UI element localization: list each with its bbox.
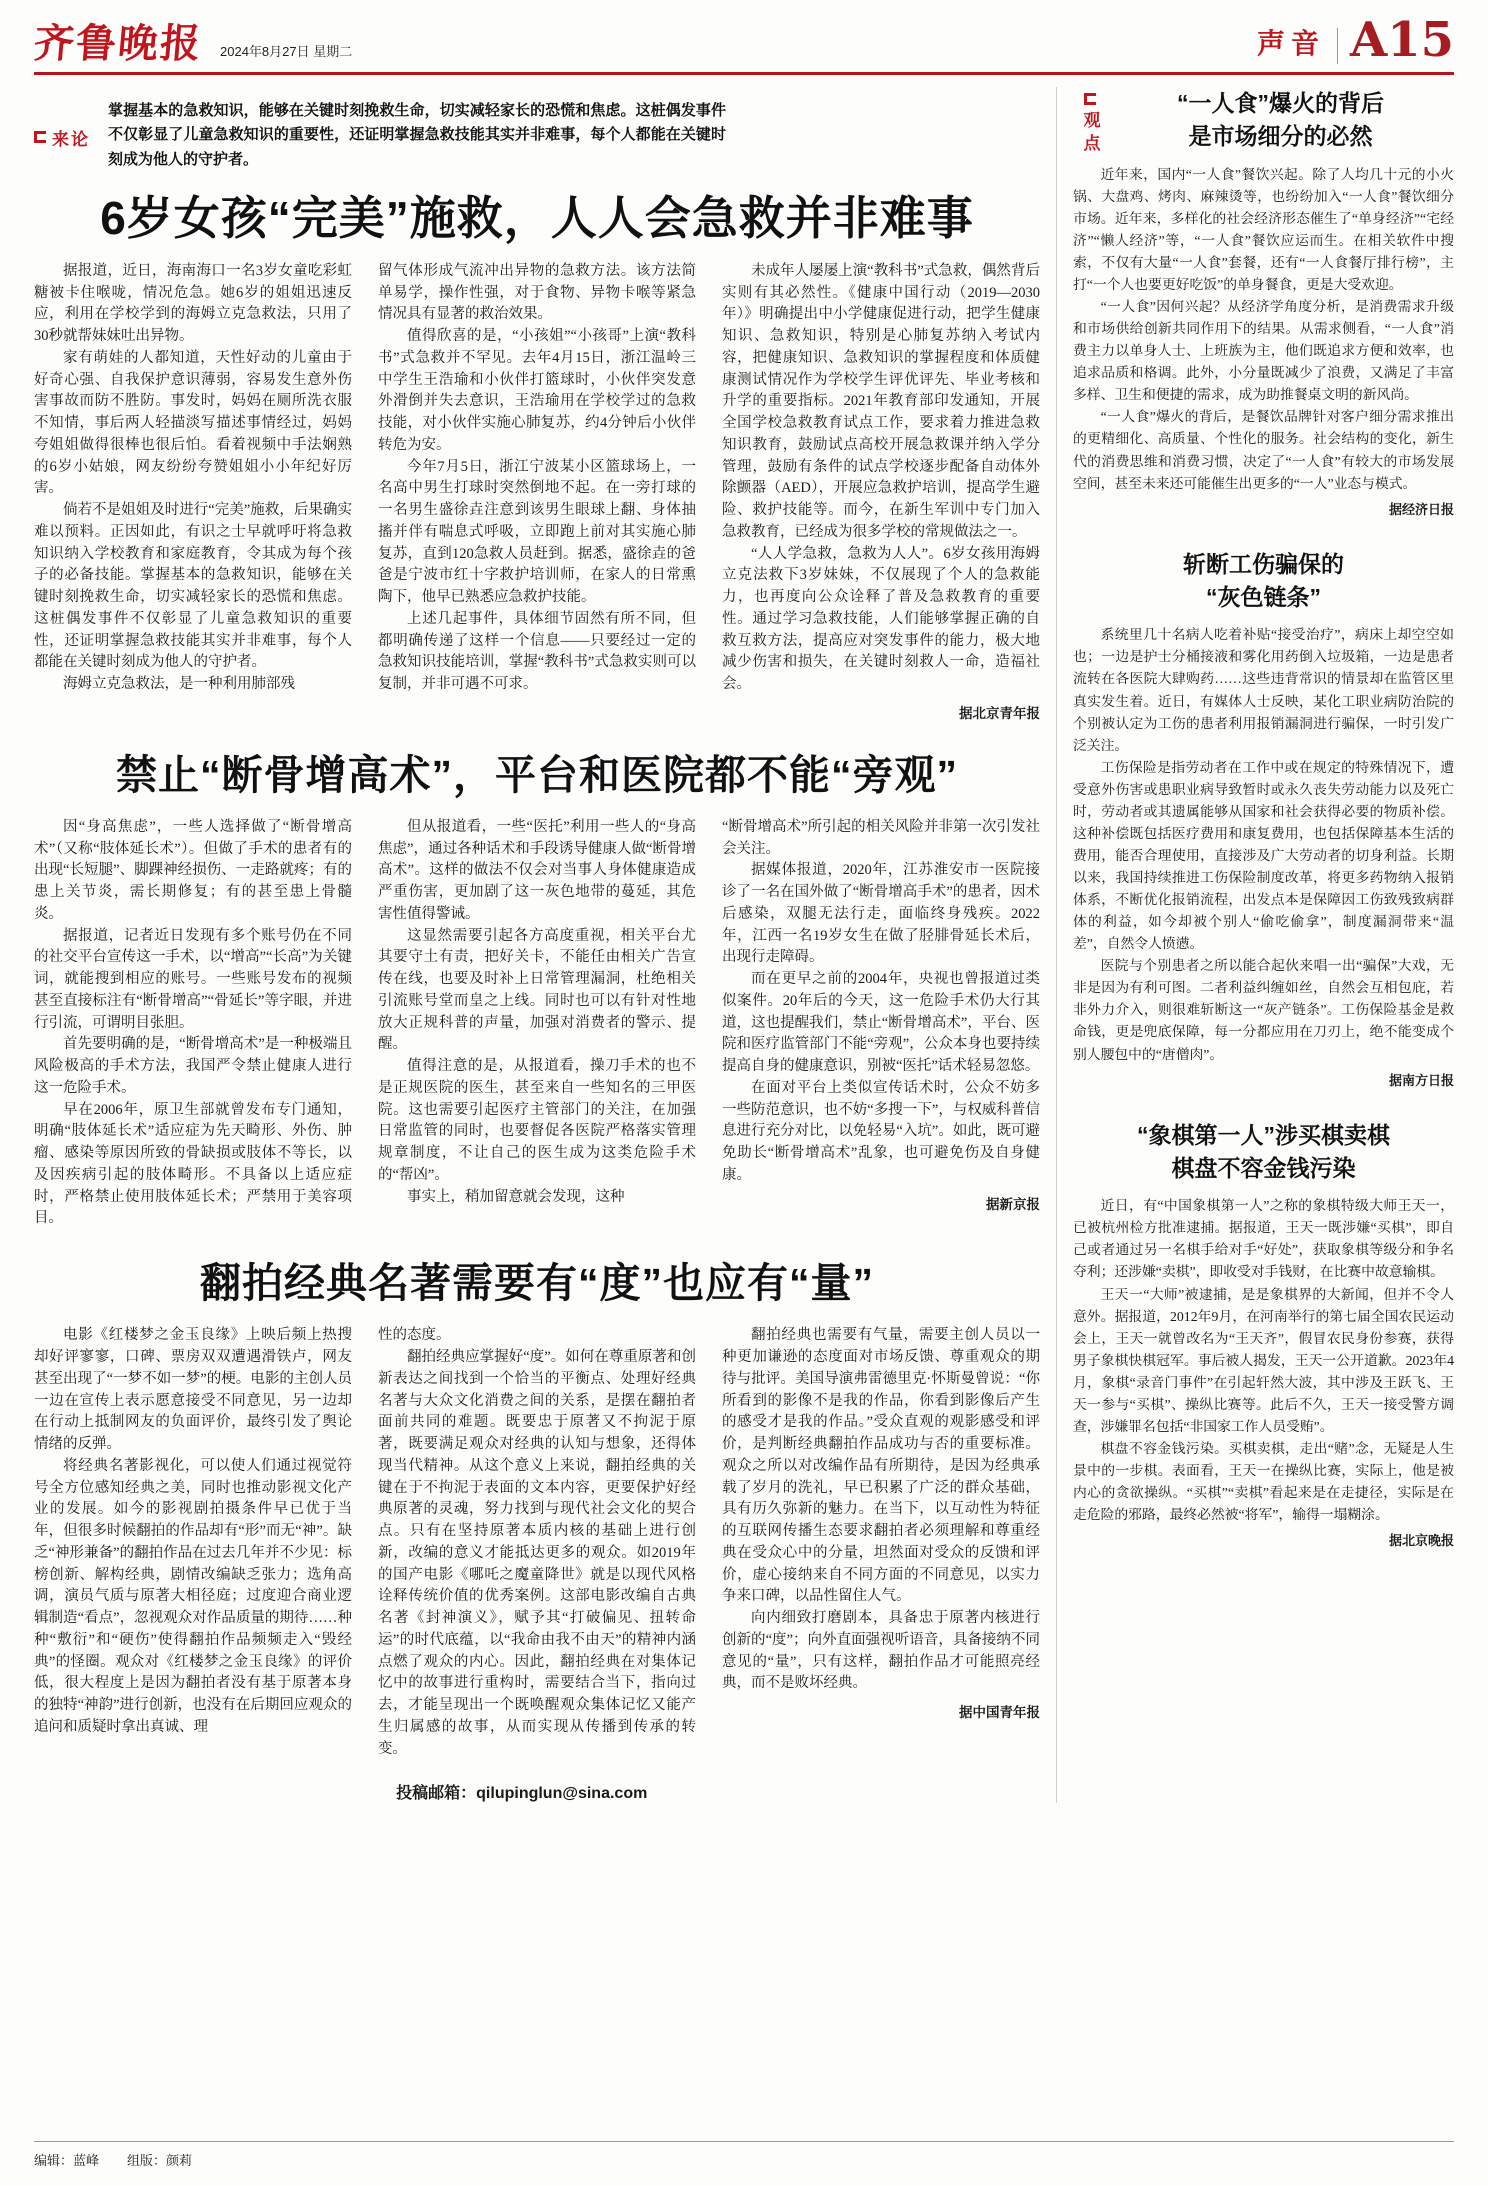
article-paragraph: 在面对平台上类似宣传话术时，公众不妨多一些防范意识，也不妨“多搜一下”，与权威科普信息进行充分对比，以免轻易“入坑”。如此，既可避免助长“断骨增高术”乱象，也可避免伤及自身健康。	[722, 1079, 1040, 1183]
article-paragraph: 翻拍经典应掌握好“度”。如何在尊重原著和创新表达之间找到一个恰当的平衡点、处理好经典名著与大众文化消费之间的关系，是摆在翻拍者面前共同的难题。既要忠于原著又不拘泥于原著，既要满足观众对经典的认知与想象，还得体现当代精神。从这个意义上来说，翻拍经典的关键在于不拘泥于表面的文本内容，更要保护好经典原著的灵魂，努力找到与现代社会文化的契合点。只有在坚持原著本质内核的基础上进行创新，改编的意义才能抵达更多的观众。如2019年的国产电影《哪吒之魔童降世》就是以现代风格诠释传统价值的优秀案例。这部电影改编自古典名著《封神演义》，赋予其“打破偏见、扭转命运”的时代底蕴，以“我命由我不由天”的精神内涵点燃了观众的内心。因此，翻拍经典在对集体记忆中的故事进行重构时，需要结合当下，指向过去，才能呈现出一个既唤醒观众集体记忆又能产生归属感的故事，从而实现从传播到传承的转变。	[378, 1349, 696, 1757]
source-attribution: 据中国青年报	[959, 1705, 1040, 1721]
article-column	[378, 817, 696, 1230]
article-headline: 翻拍经典名著需要有“度”也应有“量”	[200, 1260, 874, 1307]
article-paragraph: 近年来，国内“一人食”餐饮兴起。除了人均几十元的小火锅、大盘鸡、烤肉、麻辣烫等，也纷纷加入“一人食”餐饮细分市场。近年来，多样化的社会经济形态催生了“单身经济”“宅经济”“懒人经济”等，“一人食”餐饮应运而生。在相关软件中搜索，不仅有大量“一人食”套餐，还有“一人食餐厅排行榜”，主打“一个人也要更好吃饭”的单身餐食，更是大受欢迎。	[1073, 166, 1454, 292]
opinion-item	[1073, 548, 1454, 1089]
article-paragraph: 王天一“大师”被逮捕，是是象棋界的大新闻，但并不令人意外。据报道，2012年9月，在河南举行的第七届全国农民运动会上，王天一就曾改名为“王天齐”，假冒农民身份参赛，获得男子象棋快棋冠军。事后被人揭发，王天一公开道歉。2023年4月，象棋“录音门事件”在引起轩然大波，其中涉及王跃飞、王天一参与“买棋”、操纵比赛等。此后不久，王天一接受警方调查，涉嫌罪名包括“非国家工作人员受贿”。	[1073, 1286, 1454, 1434]
source-attribution: 据北京青年报	[959, 705, 1040, 721]
guandian-marker-icon	[1084, 93, 1096, 105]
article-paragraph: 今年7月5日，浙江宁波某小区篮球场上，一名高中男生打球时突然倒地不起。在一旁打球的一名男生盛徐垚注意到该男生眼球上翻、身体抽搐并伴有喘息式呼吸，立即跑上前对其实施心肺复苏，直到120急救人员赶到。据悉，盛徐垚的爸爸是宁波市红十字救护培训师，在家人的日常熏陶下，他早已熟悉应急救护技能。	[378, 458, 696, 606]
article-column	[722, 817, 1040, 1230]
article-paragraph: 早在2006年，原卫生部就曾发布专门通知，明确“肢体延长术”适应症为先天畸形、外伤、肿瘤、感染等原因所致的骨缺损或肢体不等长，以及因疾病引起的肢体畸形。不具备以上适应症时，严格禁止使用肢体延长术；严禁用于美容项目。	[34, 1101, 352, 1227]
section-name: 声音	[1256, 28, 1325, 59]
article-column	[378, 1325, 696, 1760]
article-paragraph: 首先要明确的是，“断骨增高术”是一种极端且风险极高的手术方法，我国严令禁止健康人进行这一危险手术。	[34, 1036, 352, 1096]
article-paragraph: 上述几起事件，具体细节固然有所不同，但都明确传递了这样一个信息——只要经过一定的急救知识技能培训，掌握“教科书”式急救实则可以复制，并非可遇不可求。	[378, 610, 696, 693]
article-paragraph: 近日，有“中国象棋第一人”之称的象棋特级大师王天一，已被杭州检方批准逮捕。据报道，王天一既涉嫌“买棋”，即自己或者通过另一名棋手给对手“好处”，获取象棋等级分和争名夺利；还涉嫌“卖棋”，即收受对手钱财，在比赛中故意输棋。	[1073, 1198, 1454, 1280]
guandian-label: 观点	[1080, 111, 1100, 157]
article-paragraph: 医院与个别患者之所以能合起伙来唱一出“骗保”大戏，无非是因为有利可图。二者利益纠缠如丝，自然会互相包庇，若非外力介入，则很难斩断这一“灰产链条”。工伤保险基金是救命钱，更是兜底保障，每一分都应用在刀刃上，绝不能变成个别人腰包中的“唐僧肉”。	[1073, 958, 1454, 1062]
source-attribution: 据南方日报	[1388, 1072, 1454, 1088]
source-attribution: 据经济日报	[1388, 501, 1454, 517]
page-footer	[34, 2141, 1454, 2169]
opinion-item	[1073, 1119, 1454, 1550]
article-paragraph: 向内细致打磨剧本，具备忠于原著内核进行创新的“度”；向外直面强视听语音，具备接纳不同意见的“量”，只有这样，翻拍作品才可能照亮经典，而不是败坏经典。	[722, 1610, 1040, 1692]
masthead-divider	[1337, 28, 1338, 64]
article-column	[722, 261, 1040, 722]
article-paragraph: “人人学急救，急救为人人”。6岁女孩用海姆立克法救下3岁妹妹，不仅展现了个人的急救能力，也再度向公众诠释了普及急救教育的重要性。通过学习急救技能，人们能够掌握正确的自救互救方法，提高应对突发事件的能力，极大地减少伤害和损失，在关键时刻救人一命，造福社会。	[722, 545, 1040, 693]
opinion-title: “一人食”爆火的背后 是市场细分的必然	[1177, 90, 1384, 150]
article-paragraph: 留气体形成气流冲出异物的急救方法。该方法简单易学，操作性强，对于食物、异物卡喉等紧急情况具有显著的救治效果。	[378, 262, 696, 323]
article-paragraph: 棋盘不容金钱污染。买棋卖棋，走出“赌”念，无疑是人生景中的一步棋。表面看，王天一在操纵比赛，实际上，他是被内心的贪欲操纵。“买棋”“卖棋”看起来是在走捷径，实际是在走危险的邪路，最终必然被“将军”，输得一塌糊涂。	[1073, 1440, 1454, 1523]
opinion-body	[1073, 624, 1454, 1088]
article-paragraph: 值得欣喜的是，“小孩姐”“小孩哥”上演“教科书”式急救并不罕见。去年4月15日，浙江温岭三中学生王浩瑜和小伙伴打篮球时，小伙伴突发意外滑倒并失去意识，王浩瑜用在学校学过的急救技能，对小伙伴实施心肺复苏，约4分钟后小伙伴转危为安。	[378, 328, 696, 453]
article-first-aid	[34, 192, 1040, 722]
article-paragraph: 据媒体报道，2020年，江苏淮安市一医院接诊了一名在国外做了“断骨增高手术”的患者，因术后感染，双腿无法行走，面临终身残疾。2022年，江西一名19岁女生在做了胫腓骨延长术后，出现行走障碍。	[722, 862, 1040, 966]
publication-date: 2024年8月27日 星期二	[220, 44, 353, 59]
page-number: A15	[1349, 12, 1454, 68]
main-column	[34, 87, 1056, 1803]
article-paragraph: 据报道，近日，海南海口一名3岁女童吃彩虹糖被卡住喉咙，情况危急。她6岁的姐姐迅速反应，利用在学校学到的海姆立克急救法，只用了30秒就帮妹妹吐出异物。	[34, 262, 352, 345]
article-paragraph: 倘若不是姐姐及时进行“完美”施救，后果确实难以预料。正因如此，有识之士早就呼吁将急救知识纳入学校教育和家庭教育，令其成为每个孩子的必备技能。掌握基本的急救知识，能够在关键时刻挽救生命，切实减轻家长的恐慌和焦虑。这桩偶发事件不仅彰显了儿童急救知识的重要性，还证明掌握急救技能其实并非难事，每个人都能在关键时刻成为他人的守护者。	[34, 502, 352, 671]
paper-logo: 齐鲁晚报	[31, 20, 205, 67]
opinion-title: 斩断工伤骗保的 “灰色链条”	[1183, 550, 1344, 610]
lailun-marker-icon	[34, 131, 46, 143]
article-paragraph: 但从报道看，一些“医托”利用一些人的“身高焦虑”，通过各种话术和手段诱导健康人做“断骨增高术”。这样的做法不仅会对当事人身体健康造成严重伤害，更加剧了这一灰色地带的蔓延，其危害性值得警诫。	[378, 818, 696, 922]
article-paragraph: “断骨增高术”所引起的相关风险并非第一次引发社会关注。	[722, 818, 1040, 857]
article-paragraph: “一人食”因何兴起？从经济学角度分析，是消费需求升级和市场供给创新共同作用下的结果。从需求侧看，“一人食”消费主力以单身人士、上班族为主，他们既追求方便和效率，也追求品质和格调。此外，小分量既减少了浪费，又满足了丰富多样、卫生和便捷的需求，成为助推餐桌文明的新风尚。	[1073, 299, 1454, 403]
source-attribution: 据新京报	[986, 1196, 1040, 1212]
article-remake-classics	[34, 1260, 1040, 1803]
article-paragraph: 据报道，记者近日发现有多个账号仍在不同的社交平台宣传这一手术，以“增高”“长高”为关键词，就能搜到相应的账号。一些账号发布的视频甚至直接标注有“断骨增高”“骨延长”等字眼，并进行引流，可谓明目张胆。	[34, 927, 352, 1031]
article-headline: 禁止“断骨增高术”，平台和医院都不能“旁观”	[116, 751, 958, 798]
article-paragraph: 系统里几十名病人吃着补贴“接受治疗”，病床上却空空如也；一边是护士分桶接液和雾化用药倒入垃圾箱，一边是患者流转在各医院大肆购药……这些违背常识的情景却在监管区里真实发生着。近日，有媒体人士反映，某化工职业病防治院的个别被认定为工伤的患者利用报销漏洞进行骗保，一时引发广泛关注。	[1073, 627, 1454, 753]
article-paragraph: “一人食”爆火的背后，是餐饮品牌针对客户细分需求推出的更精细化、高质量、个性化的服务。社会结构的变化，新生代的消费思维和消费习惯，决定了“一人食”有较大的市场发展空间，甚至未来还可能催生出更多的“一人”业态与模式。	[1073, 409, 1454, 491]
lailun-block	[34, 99, 1040, 172]
article-column	[378, 261, 696, 722]
editor-credit: 编辑：蓝峰	[34, 2153, 100, 2168]
article-paragraph: 翻拍经典也需要有气量，需要主创人员以一种更加谦逊的态度面对市场反馈、尊重观众的期待与批评。美国导演弗雷德里克·怀斯曼曾说：“你所看到的影像不是我的作品，你看到影像后产生的感受才是我的作品。”受众直观的观影感受和评价，是判断经典翻拍作品成功与否的重要标准。观众之所以对改编作品有所期待，是因为经典承载了岁月的洗礼，早已积累了广泛的群众基础，具有历久弥新的魅力。在当下，以互动性为特征的互联网传播生态要求翻拍者必须理解和尊重经典在受众心中的分量，坦然面对受众的反馈和评价，虚心接纳来自不同方面的不同意见，以实力争来口碑，以品性留住人气。	[722, 1327, 1040, 1605]
layout-credit: 组版：颜莉	[127, 2153, 193, 2168]
submission-email: 投稿邮箱：qilupinglun@sina.com	[396, 1785, 648, 1803]
opinion-body	[1073, 1195, 1454, 1549]
article-paragraph: 电影《红楼梦之金玉良缘》上映后频上热搜却好评寥寥，口碑、票房双双遭遇滑铁卢，网友甚至出现了“一梦不如一梦”的梗。电影的主创人员一边在宣传上表示愿意接受不同意见，另一边却在行动上抵制网友的负面评价，最终引发了舆论情绪的反弹。	[34, 1327, 352, 1453]
masthead-rule	[34, 72, 1454, 75]
article-paragraph: 而在更早之前的2004年，央视也曾报道过类似案件。20年后的今天，这一危险手术仍大行其道，这也提醒我们，禁止“断骨增高术”，平台、医院和医疗监管部门不能“旁观”，公众本身也要持续提高自身的健康意识，别被“医托”话术轻易忽悠。	[722, 971, 1040, 1075]
opinion-column	[1056, 87, 1454, 1803]
article-headline: 6岁女孩“完美”施救，人人会急救并非难事	[100, 191, 974, 244]
article-paragraph: 事实上，稍加留意就会发现，这种	[407, 1188, 625, 1205]
article-paragraph: 家有萌娃的人都知道，天性好动的儿童由于好奇心强、自我保护意识薄弱，容易发生意外伤害事故而防不胜防。事发时，妈妈在厕所洗衣服不知情，事后两人轻描淡写描述事情经过，妈妈夸姐姐做得很棒也很后怕。看着视频中手法娴熟的6岁小姑娘，网友纷纷夸赞姐姐小小年纪好厉害。	[34, 349, 352, 497]
guandian-marker	[1073, 87, 1107, 164]
article-column	[34, 1325, 352, 1760]
lailun-label: 来论	[52, 129, 90, 149]
lead-paragraph: 掌握基本的急救知识，能够在关键时刻挽救生命，切实减轻家长的恐慌和焦虑。这桩偶发事件不仅彰显了儿童急救知识的重要性，还证明掌握急救技能其实并非难事，每个人都能在关键时刻成为他人的守护者。	[108, 102, 726, 168]
article-column	[722, 1325, 1040, 1760]
article-paragraph: 工伤保险是指劳动者在工作中或在规定的特殊情况下，遭受意外伤害或患职业病导致暂时或永久丧失劳动能力以及死亡时，劳动者或其遗属能够从国家和社会获得必要的物质补偿。这种补偿既包括医疗费用和康复费用，也包括保障基本生活的费用，能否合理使用，直接涉及广大劳动者的切身利益。长期以来，我国持续推进工伤保险制度改革，将更多药物纳入报销体系，不断优化报销流程，出发点本是保障因工伤致残致病群体的利益，如今却被个别人“偷吃偷拿”，制度漏洞带来“温差”，自然令人愤懑。	[1073, 759, 1454, 952]
masthead	[31, 0, 1454, 68]
article-paragraph: 值得注意的是，从报道看，操刀手术的也不是正规医院的医生，甚至来自一些知名的三甲医院。这也需要引起医疗主管部门的关注，在加强日常监管的同时，也要督促各医院严格落实管理规章制度，不让自己的医生成为这类危险手术的“帮凶”。	[378, 1058, 696, 1183]
article-paragraph: 性的态度。	[378, 1327, 451, 1344]
opinion-title: “象棋第一人”涉买棋卖棋 棋盘不容金钱污染	[1137, 1121, 1390, 1181]
article-paragraph: 海姆立克急救法，是一种利用肺部残	[63, 676, 295, 693]
article-paragraph: 将经典名著影视化，可以使人们通过视觉符号全方位感知经典之美，同时也推动影视文化产业的发展。如今的影视剧拍摄条件早已优于当年，但很多时候翻拍的作品却有“形”而无“神”。缺乏“神形兼备”的翻拍作品在过去几年并不少见：标榜创新、解构经典，剧情改编缺乏张力；选角高调，演员气质与原著大相径庭；过度迎合商业逻辑制造“看点”，忽视观众对作品质量的期待……种种“敷衍”和“硬伤”使得翻拍作品频频走入“毁经典”的怪圈。观众对《红楼梦之金玉良缘》的评价低，很大程度上是因为翻拍者没有基于原著本身的独特“神韵”进行创新，也没有在后期回应观众的追问和质疑时拿出真诚、理	[34, 1457, 352, 1735]
article-paragraph: 未成年人屡屡上演“教科书”式急救，偶然背后实则有其必然性。《健康中国行动（2019—2030年）》明确提出中小学健康促进行动，把学生健康知识、急救知识，特别是心肺复苏纳入考试内容，把健康知识、急救知识的掌握程度和体质健康测试情况作为学校学生评优评先、毕业考核和升学的重要指标。2021年教育部印发通知，开展全国学校急救教育试点工作，要求着力推进急救知识教育，鼓励试点高校开展急救课并纳入学分管理，鼓励有条件的试点学校逐步配备自动体外除颤器（AED），开展应急救护培训，提高学生避险、救护技能等。而今，在新生军训中专门加入急救教育，已经成为很多学校的常规做法之一。	[722, 262, 1040, 540]
article-column	[34, 817, 352, 1230]
lailun-marker	[34, 99, 100, 172]
opinion-body	[1073, 164, 1454, 518]
article-bone-lengthening	[34, 752, 1040, 1230]
article-paragraph: 这显然需要引起各方高度重视，相关平台尤其要守土有责，把好关卡，不能任由相关广告宣传在线，也要及时补上日常管理漏洞，杜绝相关引流账号堂而皇之上线。同时也可以有针对性地放大正规科普的声量，加强对消费者的警示、提醒。	[378, 927, 696, 1053]
article-column	[34, 261, 352, 722]
article-paragraph: 因“身高焦虑”，一些人选择做了“断骨增高术”（又称“肢体延长术”）。但做了手术的患者有的出现“长短腿”、脚踝神经损伤、一走路就疼；有的患上关节炎，需长期修复；有的甚至患上骨髓炎。	[34, 818, 352, 922]
source-attribution: 据北京晚报	[1388, 1533, 1454, 1549]
